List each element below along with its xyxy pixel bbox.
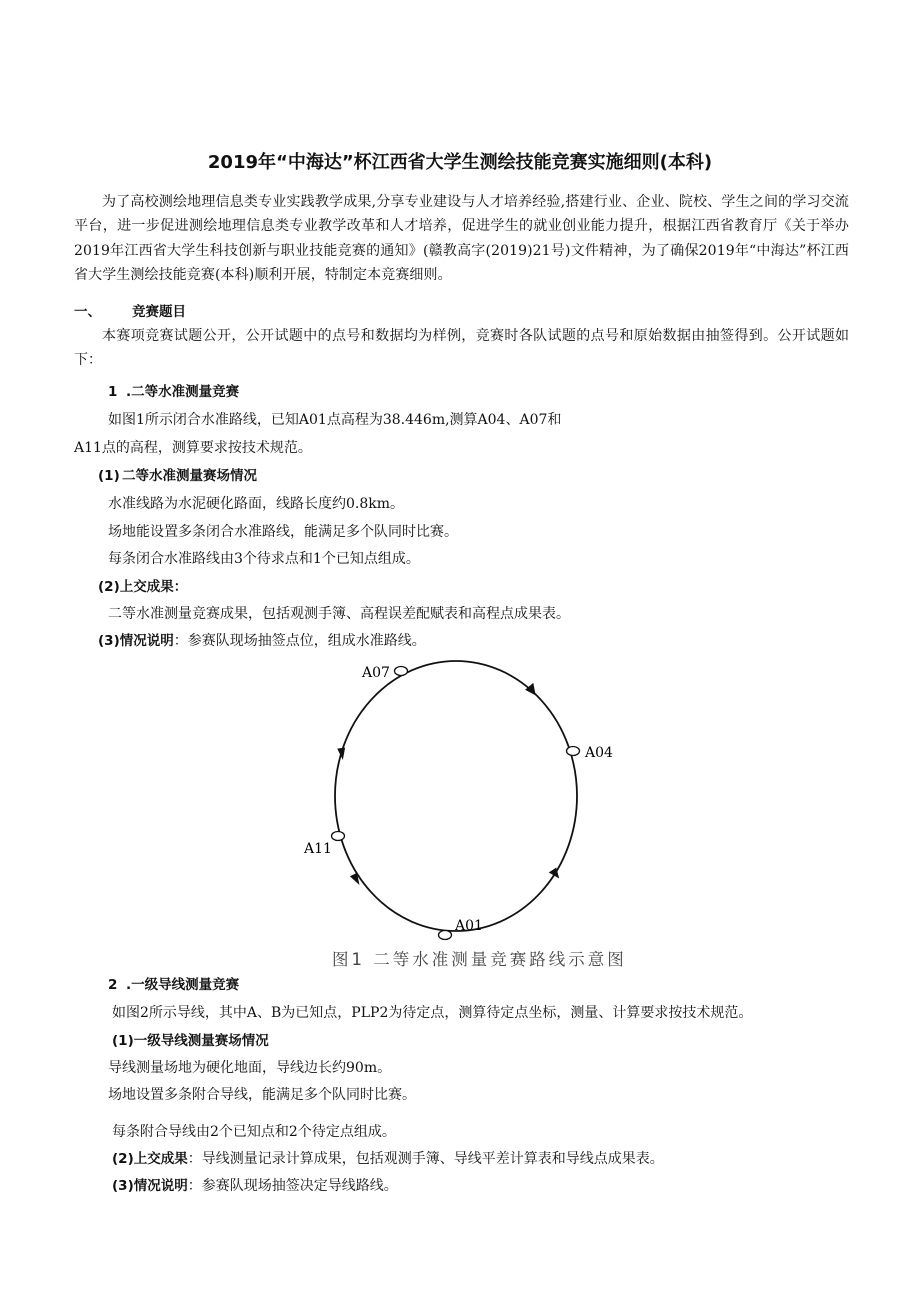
- traverse-heading-number: 2: [108, 977, 118, 993]
- point-label-a01: A01: [455, 918, 483, 934]
- leveling-sub3-label: (3): [98, 633, 120, 649]
- direction-arrow: [525, 681, 540, 695]
- point-marker-a11: [332, 832, 345, 841]
- traverse-heading: .一级导线测量竞赛: [126, 977, 240, 993]
- leveling-sub2-text: 二等水准测量竞赛成果，包括观测手簿、高程误差配赋表和高程点成果表。: [108, 606, 570, 622]
- leveling-desc-line2: A11点的高程，测算要求按技术规范。: [74, 440, 312, 456]
- section-1-number: 一、: [74, 304, 101, 320]
- leveling-sub3: [98, 631, 426, 651]
- traverse-sub2-label: (2)上交成果: [112, 1151, 188, 1167]
- direction-arrow: [549, 866, 563, 879]
- figure-caption: 图1 二等水准测量竞赛路线示意图: [332, 950, 627, 969]
- leveling-heading: .二等水准测量竞赛: [126, 384, 240, 400]
- leveling-route-diagram: [290, 656, 630, 946]
- intro-paragraph: 为了高校测绘地理信息类专业实践教学成果,分享专业建设与人才培养经验,搭建行业、企业、院校、学生之间的学习交流平台，进一步促进测绘地理信息类专业教学改革和人才培养，促进学生的就业创业能力提升，根据江西省教育厅《关于举办2019年江西省大学生科技创新与职业技能竞赛的通知》(赣教高字(2019)21号)文件精神，为了确保2019年“中海达”杯江西省大学生测绘技能竞赛(本科)顺利开展，特制定本竞赛细则。: [74, 194, 849, 284]
- leveling-sub2-colon: ：: [173, 579, 188, 595]
- leveling-sub2-label: [98, 577, 187, 597]
- traverse-sub1-item: 场地设置多条附合导线，能满足多个队同时比赛。: [108, 1087, 416, 1103]
- point-marker-a04: [567, 747, 580, 756]
- route-loop: [335, 661, 577, 931]
- leveling-desc-line1: 如图1所示闭合水准路线，已知A01点高程为38.446m,测算A04、A07和: [108, 412, 562, 428]
- leveling-sub2-label-text: (2)上交成果: [98, 579, 174, 595]
- point-marker-a07: [395, 667, 408, 676]
- page-title: 2019年“中海达”杯江西省大学生测绘技能竞赛实施细则(本科): [207, 152, 713, 173]
- leveling-sub1-item: 每条闭合水准路线由3个待求点和1个已知点组成。: [108, 551, 420, 567]
- traverse-sub2: [112, 1149, 664, 1169]
- leveling-sub3-title: 情况说明: [119, 633, 174, 649]
- traverse-sub3-label: (3)情况说明: [112, 1178, 188, 1194]
- traverse-sub1-item: 导线测量场地为硬化地面，导线边长约90m。: [108, 1060, 392, 1076]
- direction-arrow: [337, 748, 347, 761]
- section-1-heading: 竞赛题目: [132, 304, 186, 320]
- traverse-sub3: [112, 1176, 398, 1196]
- section-1-intro: 本赛项竞赛试题公开，公开试题中的点号和数据均为样例，竞赛时各队试题的点号和原始数据由抽签得到。公开试题如下：: [74, 328, 849, 369]
- traverse-sub3-text: ：参赛队现场抽签决定导线路线。: [187, 1178, 398, 1194]
- traverse-sub1-label: (1)一级导线测量赛场情况: [112, 1033, 269, 1049]
- point-label-a04: A04: [585, 745, 613, 761]
- traverse-desc: 如图2所示导线，其中A、B为已知点，PLP2为待定点，测算待定点坐标，测量、计算要求按技术规范。: [112, 1005, 753, 1021]
- point-label-a11: A11: [304, 841, 332, 857]
- leveling-sub3-text: ：参赛队现场抽签点位，组成水准路线。: [173, 633, 426, 649]
- leveling-sub1-item: 场地能设置多条闭合水准路线，能满足多个队同时比赛。: [108, 524, 458, 540]
- point-marker-a01: [439, 931, 452, 940]
- leveling-sub1-item: 水准线路为水泥硬化路面，线路长度约0.8km。: [108, 496, 405, 512]
- traverse-sub1-item: 每条附合导线由2个已知点和2个待定点组成。: [112, 1124, 396, 1140]
- traverse-sub2-text: ：导线测量记录计算成果，包括观测手簿、导线平差计算表和导线点成果表。: [187, 1151, 664, 1167]
- leveling-sub1-label: (1): [98, 468, 120, 484]
- leveling-heading-number: 1: [108, 384, 118, 400]
- point-label-a07: A07: [362, 665, 390, 681]
- leveling-sub1-title: 二等水准测量赛场情况: [122, 468, 257, 484]
